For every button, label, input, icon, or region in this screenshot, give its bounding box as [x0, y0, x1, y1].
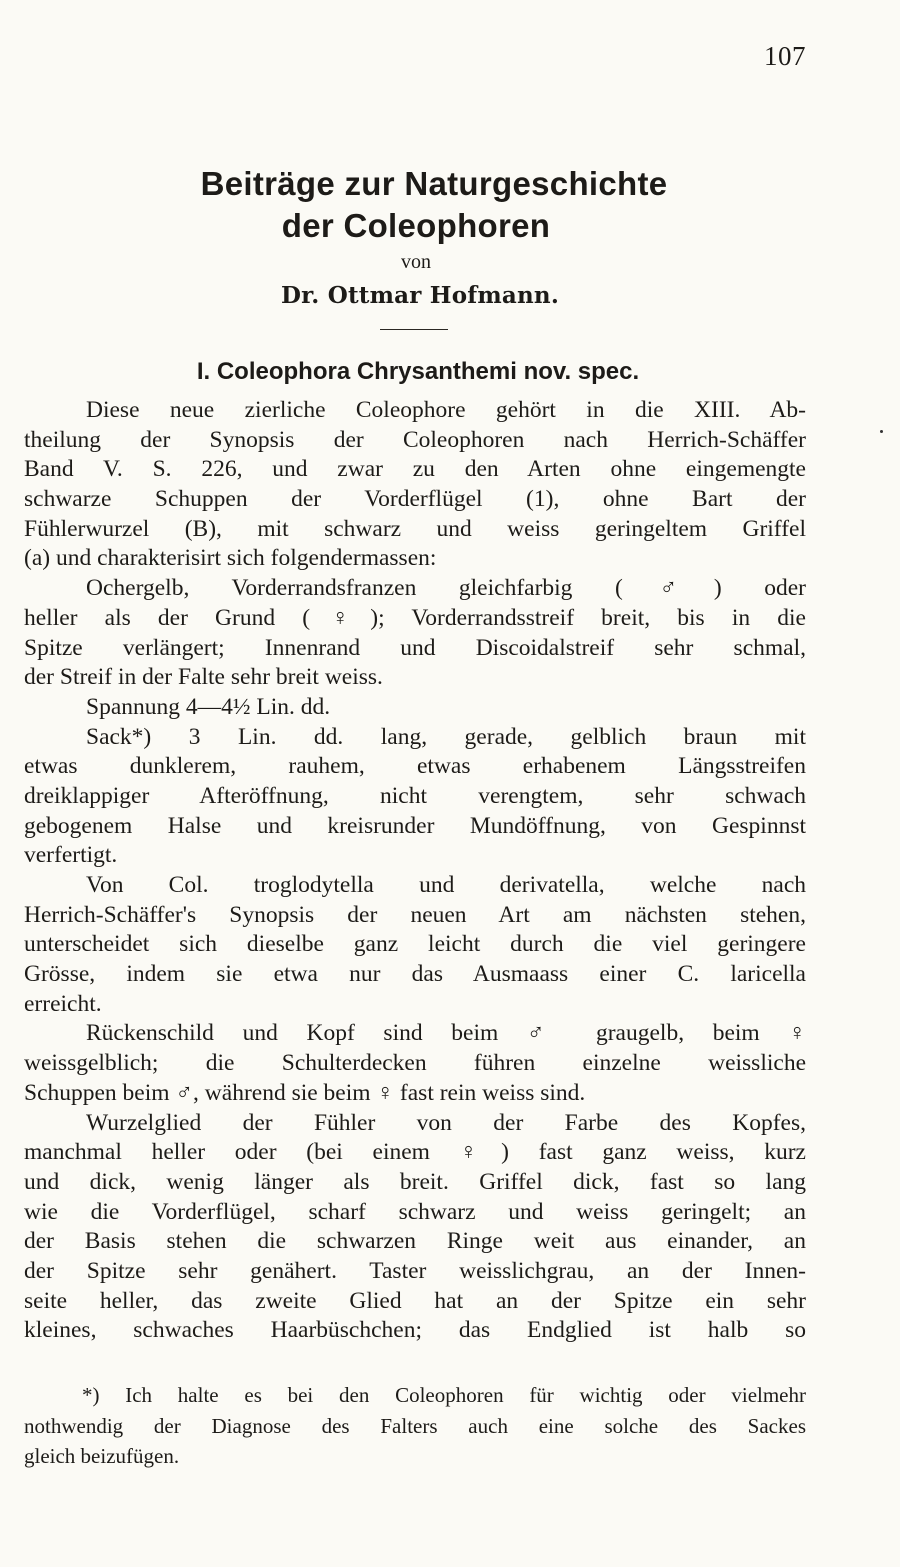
margin-speck [880, 430, 883, 433]
text-line: Wurzelglied der Fühler von der Farbe des Kopfes, [86, 1109, 806, 1136]
text-line: unterscheidet sich dieselbe ganz leicht durch die viel geringere [24, 931, 806, 958]
text-line: Fühlerwurzel (B), mit schwarz und weiss geringeltem Griffel [24, 515, 806, 542]
footnote-line: gleich beizufügen. [24, 1444, 180, 1468]
text-line: der Basis stehen die schwarzen Ringe weit aus einander, an [24, 1228, 806, 1255]
text-line: Grösse, indem sie etwa nur das Ausmaass einer C. laricella [24, 961, 806, 988]
text-line: erreicht. [24, 990, 102, 1017]
text-line: Schuppen beim ♂, während sie beim ♀ fast rein weiss sind. [24, 1079, 586, 1106]
footnote [24, 1380, 806, 1472]
page-number: 107 [764, 41, 806, 71]
byline-von: von [401, 251, 431, 273]
text-line: weissgelblich; die Schulterdecken führen einzelne weissliche [24, 1050, 806, 1077]
text-line: Von Col. troglodytella und derivatella, welche nach [86, 872, 806, 898]
text-line: Band V. S. 226, und zwar zu den Arten ohne eingemengte [24, 456, 806, 483]
footnote-line: nothwendig der Diagnose des Falters auch eine solche des Sackes [24, 1413, 806, 1438]
article-title-line-1: Beiträge zur Naturgeschichte [200, 165, 668, 202]
body-text [24, 396, 806, 1346]
text-line: Herrich-Schäffer's Synopsis der neuen Art am nächsten stehen, [24, 901, 806, 928]
footnote-line: *) Ich halte es bei den Coleophoren für wichtig oder vielmehr [82, 1383, 806, 1407]
text-line: Rückenschild und Kopf sind beim ♂ graugelb, beim ♀ [86, 1020, 806, 1047]
text-line: und dick, wenig länger als breit. Griffel dick, fast so lang [24, 1168, 806, 1195]
author-name: Dr. Ottmar Hofmann. [280, 282, 560, 309]
text-line: Spitze verlängert; Innenrand und Discoidalstreif sehr schmal, [24, 634, 806, 661]
text-line: seite heller, das zweite Glied hat an der Spitze ein sehr [24, 1287, 806, 1314]
text-line: heller als der Grund (♀); Vorderrandsstreif breit, bis in die [24, 604, 806, 631]
text-line: manchmal heller oder (bei einem ♀) fast ganz weiss, kurz [24, 1139, 806, 1166]
text-line: Diese neue zierliche Coleophore gehört in die XIII. Ab- [86, 397, 806, 423]
text-line: etwas dunklerem, rauhem, etwas erhabenem Längsstreifen [24, 753, 806, 780]
article-title-line-2: der Coleophoren [281, 207, 551, 244]
section-heading: I. Coleophora Chrysanthemi nov. spec. [196, 358, 640, 385]
text-line: Ochergelb, Vorderrandsfranzen gleichfarbig (♂) oder [86, 575, 806, 602]
title-divider [380, 329, 448, 330]
text-line: dreiklappiger Afteröffnung, nicht verengtem, sehr schwach [24, 782, 806, 809]
text-line: Spannung 4—4½ Lin. dd. [86, 693, 331, 720]
text-line: (a) und charakterisirt sich folgendermassen: [24, 545, 437, 572]
text-line: kleines, schwaches Haarbüschchen; das Endglied ist halb so [24, 1317, 806, 1344]
text-line: gebogenem Halse und kreisrunder Mundöffnung, von Gespinnst [24, 812, 806, 839]
text-line: Sack*) 3 Lin. dd. lang, gerade, gelblich braun mit [86, 723, 806, 750]
text-line: wie die Vorderflügel, scharf schwarz und weiss geringelt; an [24, 1198, 806, 1225]
text-line: der Streif in der Falte sehr breit weiss. [24, 664, 383, 691]
text-line: schwarze Schuppen der Vorderflügel (1), ohne Bart der [24, 486, 806, 513]
text-line: verfertigt. [24, 842, 118, 869]
text-line: der Spitze sehr genähert. Taster weisslichgrau, an der Innen- [24, 1257, 806, 1284]
text-line: theilung der Synopsis der Coleophoren nach Herrich-Schäffer [24, 426, 806, 453]
